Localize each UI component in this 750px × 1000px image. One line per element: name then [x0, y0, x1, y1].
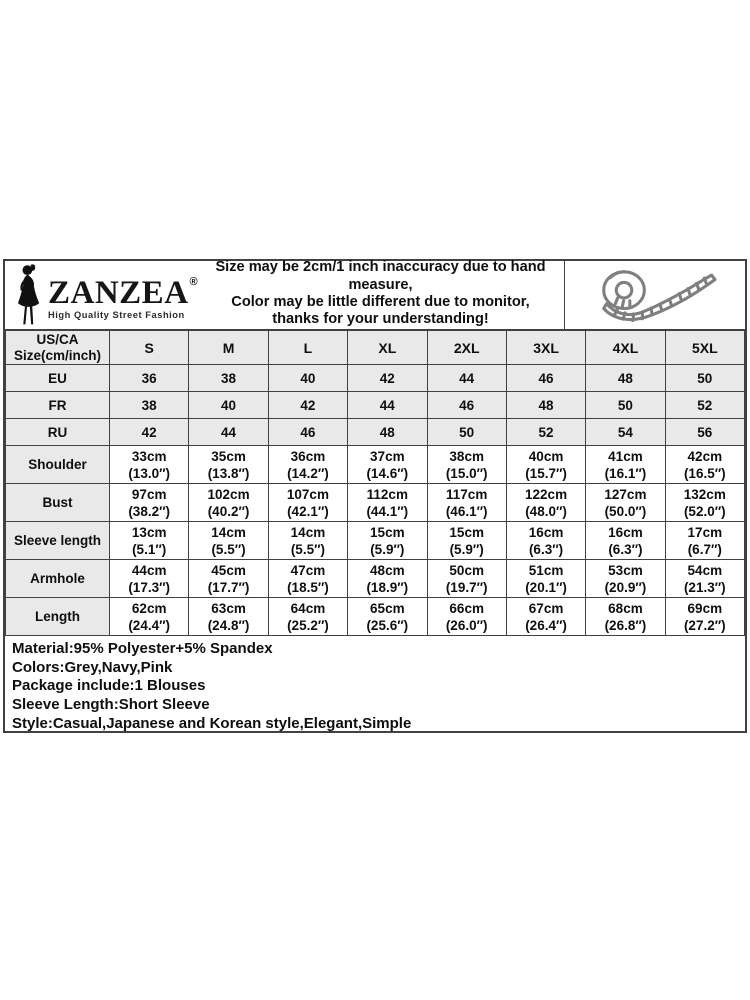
measurement-cell [586, 598, 665, 636]
size-conversion-cell: 38 [189, 365, 268, 392]
measurement-cm: 44cm [131, 562, 167, 578]
measurement-cm: 13cm [131, 524, 167, 540]
row-label: RU [6, 419, 110, 446]
measure-disclaimer [197, 261, 564, 329]
measurement-cell [427, 484, 506, 522]
measurement-cell [268, 522, 347, 560]
measurement-cell [665, 598, 744, 636]
measurement-cell [586, 560, 665, 598]
measurement-cell [665, 484, 744, 522]
brand-logo [5, 261, 197, 329]
measurement-inch: (5.9″) [449, 541, 484, 557]
detail-style: Style:Casual,Japanese and Korean style,Elegant,Simple [12, 714, 412, 732]
measurement-inch: (24.8″) [207, 617, 250, 633]
measurement-cm: 65cm [370, 600, 405, 616]
measurement-cm: 17cm [687, 524, 723, 540]
measurement-cm: 68cm [608, 600, 643, 616]
corner-header-bottom: Size(cm/inch) [13, 347, 102, 363]
measurement-cell [268, 446, 347, 484]
size-conversion-cell: 50 [586, 392, 665, 419]
size-column-header: 3XL [506, 331, 585, 365]
measurement-cell [110, 446, 189, 484]
measurement-inch: (13.8″) [207, 465, 250, 481]
size-table [5, 330, 745, 636]
measurement-cm: 41cm [608, 448, 643, 464]
measurement-cell [268, 560, 347, 598]
measuring-tape-icon [589, 265, 721, 325]
detail-sleeve-length: Sleeve Length:Short Sleeve [12, 696, 210, 714]
measurement-cell [506, 560, 585, 598]
measurement-inch: (48.0″) [525, 503, 567, 519]
measurement-cm: 36cm [290, 448, 326, 464]
measurement-cm: 50cm [449, 562, 484, 578]
measurement-inch: (18.5″) [287, 579, 329, 595]
brand-name: ZANZEA [48, 274, 189, 311]
measurement-inch: (5.5″) [290, 541, 326, 557]
size-conversion-cell: 42 [110, 419, 189, 446]
detail-package: Package include:1 Blouses [12, 677, 206, 695]
row-label: Sleeve length [6, 522, 110, 560]
size-conversion-cell: 48 [506, 392, 585, 419]
row-label: Armhole [6, 560, 110, 598]
conversion-row [6, 392, 745, 419]
size-conversion-cell: 54 [586, 419, 665, 446]
measurement-cell [348, 598, 427, 636]
size-conversion-cell: 40 [189, 392, 268, 419]
measurement-cell [268, 598, 347, 636]
measurement-cm: 16cm [608, 524, 643, 540]
size-column-header: M [189, 331, 268, 365]
row-label: Length [6, 598, 110, 636]
measurement-inch: (26.0″) [445, 617, 488, 633]
measurement-cell [586, 484, 665, 522]
measurement-inch: (24.4″) [128, 617, 171, 633]
measurement-inch: (17.3″) [128, 579, 171, 595]
size-conversion-cell: 48 [348, 419, 427, 446]
measurement-cell [348, 560, 427, 598]
measurement-cm: 97cm [131, 486, 167, 502]
size-conversion-cell: 56 [665, 419, 744, 446]
size-column-header: S [110, 331, 189, 365]
measurement-inch: (21.3″) [683, 579, 726, 595]
measurement-inch: (14.6″) [366, 465, 409, 481]
measurement-cm: 67cm [528, 600, 564, 616]
measurement-cm: 35cm [211, 448, 246, 464]
measurement-cell [586, 446, 665, 484]
measurement-inch: (14.2″) [287, 465, 329, 481]
measurement-cm: 16cm [528, 524, 564, 540]
measurement-inch: (27.2″) [683, 617, 726, 633]
conversion-row [6, 365, 745, 392]
measurement-cm: 38cm [449, 448, 484, 464]
measurement-cell [586, 522, 665, 560]
measurement-cell [665, 560, 744, 598]
measurement-cell [427, 598, 506, 636]
measurement-cm: 122cm [525, 486, 568, 502]
measurement-cell [427, 446, 506, 484]
measurement-cell [110, 484, 189, 522]
measurement-inch: (46.1″) [445, 503, 488, 519]
corner-header-top: US/CA [36, 331, 79, 347]
row-label: Shoulder [6, 446, 110, 484]
measurement-row [6, 446, 745, 484]
measurement-row [6, 560, 745, 598]
measurement-inch: (6.3″) [608, 541, 643, 557]
measurement-cm: 15cm [370, 524, 405, 540]
measurement-inch: (16.5″) [683, 465, 726, 481]
disclaimer-line-3: thanks for your understanding! [272, 311, 489, 328]
product-details [5, 636, 745, 734]
measurement-cm: 51cm [528, 562, 564, 578]
measurement-row [6, 484, 745, 522]
measurement-cm: 15cm [449, 524, 484, 540]
measurement-cm: 48cm [370, 562, 405, 578]
size-conversion-cell: 38 [110, 392, 189, 419]
detail-material: Material:95% Polyester+5% Spandex [12, 640, 273, 657]
measurement-inch: (26.8″) [604, 617, 647, 633]
measurement-cell [110, 598, 189, 636]
measurement-cell [506, 484, 585, 522]
brand-text [48, 274, 198, 320]
measurement-inch: (20.9″) [604, 579, 647, 595]
brand-tagline: High Quality Street Fashion [48, 309, 185, 320]
tape-measure-cell [564, 261, 745, 329]
measurement-cell [665, 446, 744, 484]
size-column-header: 5XL [665, 331, 744, 365]
measurement-inch: (52.0″) [683, 503, 726, 519]
measurement-cell [268, 484, 347, 522]
measurement-inch: (17.7″) [207, 579, 250, 595]
measurement-inch: (5.1″) [132, 541, 167, 557]
measurement-cell [506, 522, 585, 560]
measurement-cm: 62cm [131, 600, 167, 616]
detail-colors: Colors:Grey,Navy,Pink [12, 658, 173, 676]
size-conversion-cell: 46 [268, 419, 347, 446]
measurement-cell [189, 484, 268, 522]
measurement-cm: 117cm [446, 486, 488, 502]
measurement-cm: 40cm [528, 448, 564, 464]
disclaimer-line-1: Size may be 2cm/1 inch inaccuracy due to hand measure, [215, 259, 546, 293]
measurement-cm: 14cm [211, 524, 246, 540]
measurement-inch: (25.2″) [287, 617, 329, 633]
measurement-cell [110, 522, 189, 560]
measurement-inch: (16.1″) [604, 465, 647, 481]
measurement-inch: (38.2″) [128, 503, 171, 519]
size-conversion-cell: 44 [427, 365, 506, 392]
measurement-cm: 107cm [286, 486, 329, 502]
measurement-cm: 112cm [366, 486, 408, 502]
measurement-inch: (20.1″) [525, 579, 567, 595]
measurement-cm: 45cm [211, 562, 246, 578]
size-conversion-cell: 46 [506, 365, 585, 392]
measurement-inch: (26.4″) [525, 617, 567, 633]
size-conversion-cell: 36 [110, 365, 189, 392]
measurement-inch: (5.9″) [370, 541, 405, 557]
size-conversion-cell: 50 [427, 419, 506, 446]
measurement-inch: (40.2″) [207, 503, 250, 519]
measurement-cell [348, 484, 427, 522]
measurement-cell [348, 522, 427, 560]
size-conversion-cell: 52 [506, 419, 585, 446]
measurement-cm: 64cm [290, 600, 326, 616]
measurement-cell [427, 560, 506, 598]
registered-trademark: ® [189, 275, 198, 288]
measurement-cell [189, 598, 268, 636]
measurement-cm: 47cm [290, 562, 326, 578]
measurement-inch: (15.7″) [525, 465, 567, 481]
measurement-cm: 127cm [604, 486, 647, 502]
measurement-cm: 102cm [207, 486, 250, 502]
measurement-inch: (6.7″) [687, 541, 722, 557]
measurement-cell [506, 446, 585, 484]
disclaimer-line-2: Color may be little different due to monitor, [231, 294, 530, 310]
measurement-cell [189, 522, 268, 560]
measurement-cm: 54cm [687, 562, 723, 578]
measurement-cell [189, 446, 268, 484]
measurement-inch: (50.0″) [604, 503, 647, 519]
size-column-header: 2XL [427, 331, 506, 365]
woman-silhouette-icon [12, 264, 46, 326]
measurement-cm: 37cm [370, 448, 405, 464]
measurement-row [6, 598, 745, 636]
size-conversion-cell: 42 [268, 392, 347, 419]
measurement-cell [665, 522, 744, 560]
size-conversion-cell: 44 [189, 419, 268, 446]
size-chart-sheet [3, 259, 747, 733]
measurement-inch: (25.6″) [366, 617, 409, 633]
measurement-cell [189, 560, 268, 598]
measurement-cm: 132cm [683, 486, 726, 502]
row-label: FR [6, 392, 110, 419]
measurement-cm: 14cm [290, 524, 326, 540]
size-conversion-cell: 46 [427, 392, 506, 419]
measurement-cell [506, 598, 585, 636]
measurement-inch: (44.1″) [366, 503, 409, 519]
measurement-inch: (42.1″) [287, 503, 329, 519]
measurement-cm: 69cm [687, 600, 723, 616]
size-column-header: XL [348, 331, 427, 365]
chart-header [5, 261, 745, 330]
measurement-row [6, 522, 745, 560]
size-column-header: 4XL [586, 331, 665, 365]
measurement-cm: 66cm [449, 600, 484, 616]
size-conversion-cell: 48 [586, 365, 665, 392]
row-label: Bust [6, 484, 110, 522]
conversion-row [6, 419, 745, 446]
size-conversion-cell: 50 [665, 365, 744, 392]
size-column-header: L [268, 331, 347, 365]
size-conversion-cell: 44 [348, 392, 427, 419]
measurement-cm: 33cm [131, 448, 167, 464]
measurement-cm: 63cm [211, 600, 246, 616]
corner-header [6, 331, 110, 365]
measurement-cell [348, 446, 427, 484]
size-conversion-cell: 52 [665, 392, 744, 419]
measurement-cell [110, 560, 189, 598]
measurement-inch: (18.9″) [366, 579, 409, 595]
measurement-cell [427, 522, 506, 560]
measurement-inch: (5.5″) [211, 541, 246, 557]
measurement-cm: 42cm [687, 448, 723, 464]
size-header-row [6, 331, 745, 365]
row-label: EU [6, 365, 110, 392]
measurement-cm: 53cm [608, 562, 643, 578]
size-conversion-cell: 42 [348, 365, 427, 392]
measurement-inch: (6.3″) [528, 541, 564, 557]
size-conversion-cell: 40 [268, 365, 347, 392]
measurement-inch: (13.0″) [128, 465, 171, 481]
measurement-inch: (19.7″) [445, 579, 488, 595]
measurement-inch: (15.0″) [445, 465, 488, 481]
